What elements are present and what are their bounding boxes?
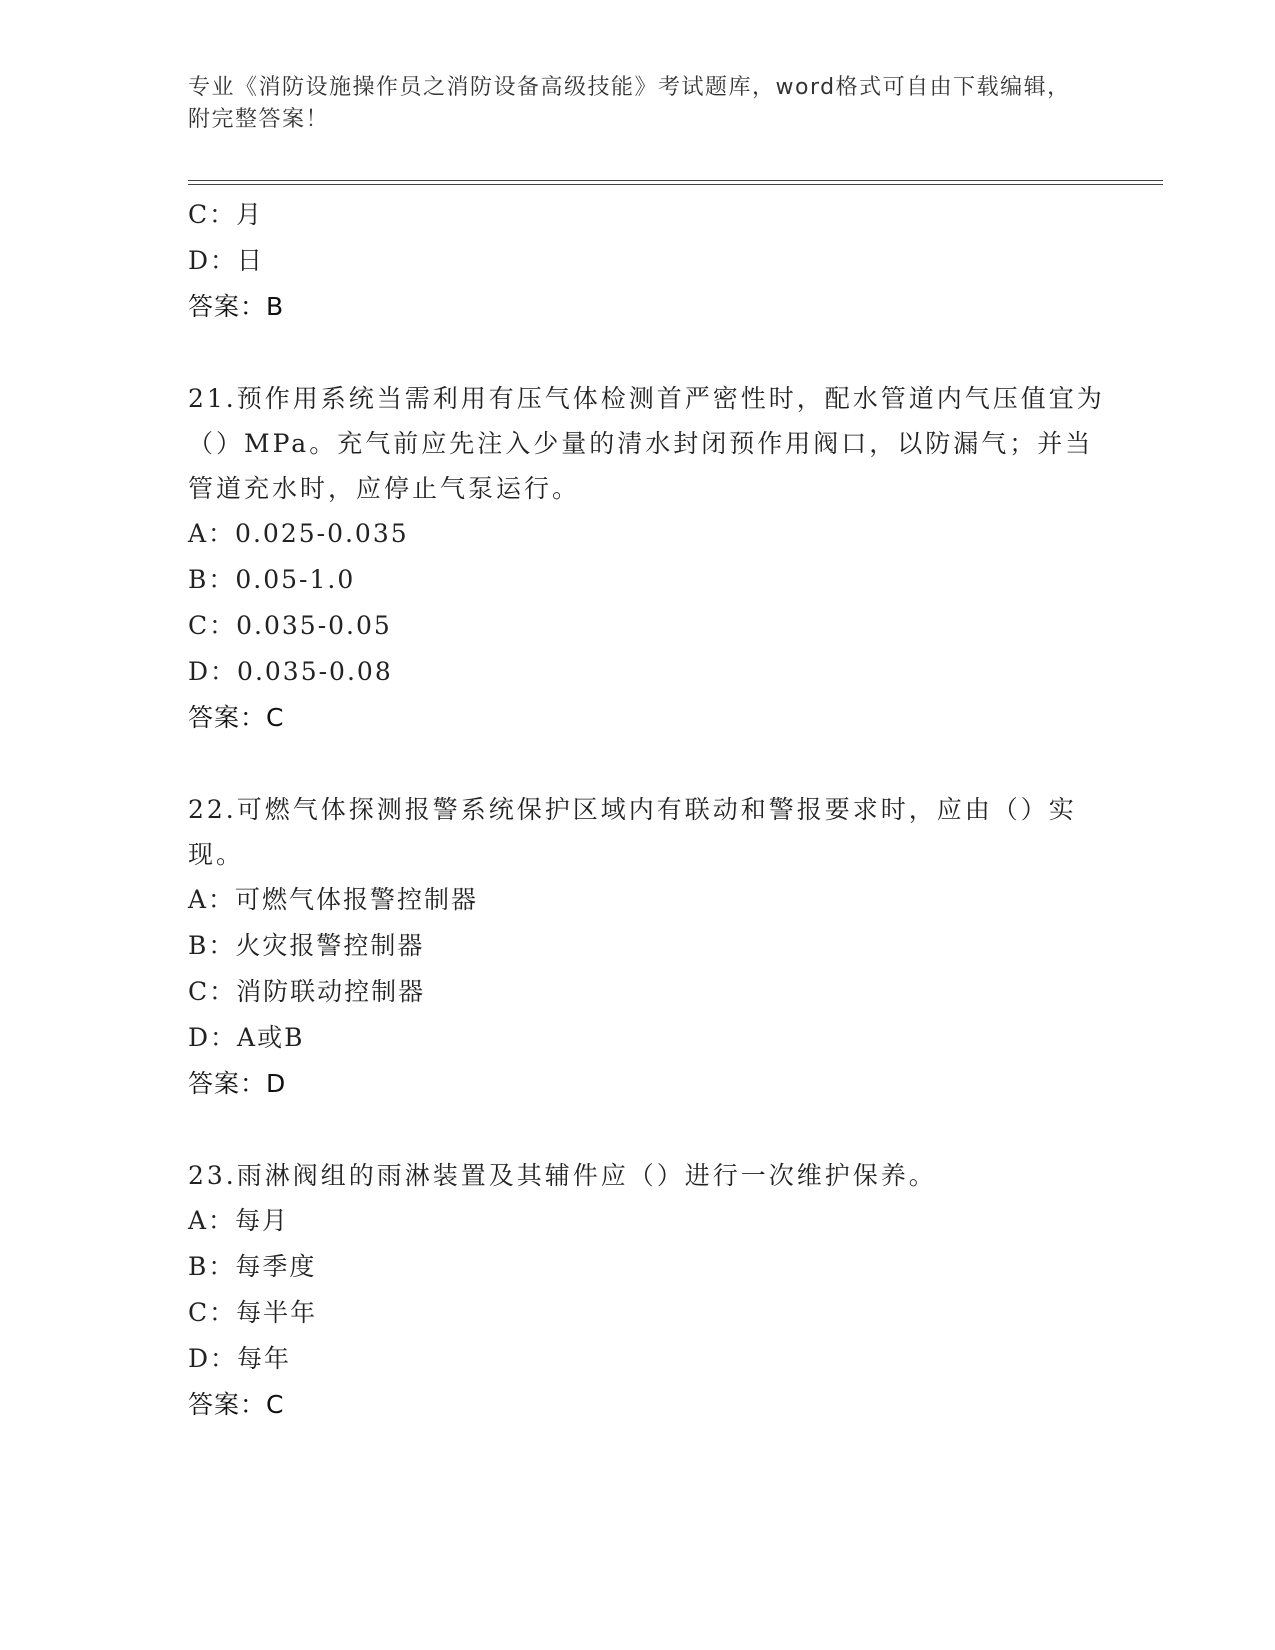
option-a: A：0.025-0.035 <box>188 519 409 548</box>
option-c: C：0.035-0.05 <box>188 611 392 640</box>
question-23 <box>188 1153 1108 1428</box>
question-22 <box>188 787 1108 1107</box>
option-a: A：每月 <box>188 1206 290 1235</box>
question-21 <box>188 376 1108 741</box>
document-header: 专业《消防设施操作员之消防设备高级技能》考试题库，word格式可自由下载编辑，附完整答案！ <box>188 75 1071 132</box>
question-list <box>188 192 1108 1428</box>
option-a: A：可燃气体报警控制器 <box>188 885 479 914</box>
option-c: C：月 <box>188 200 264 229</box>
option-b: B：火灾报警控制器 <box>188 931 425 960</box>
option-c: C：消防联动控制器 <box>188 977 426 1006</box>
answer-line: 答案：B <box>188 292 285 321</box>
option-d: D：日 <box>188 246 265 275</box>
option-b: B：每季度 <box>188 1252 317 1281</box>
option-b: B：0.05-1.0 <box>188 565 356 594</box>
answer-line: 答案：C <box>188 1390 285 1419</box>
option-d: D：0.035-0.08 <box>188 657 393 686</box>
question-stem: 21.预作用系统当需利用有压气体检测首严密性时，配水管道内气压值宜为（）MPa。充气前应先注入少量的清水封闭预作用阀口，以防漏气；并当管道充水时，应停止气泵运行。 <box>188 384 1105 503</box>
question-stem: 22.可燃气体探测报警系统保护区域内有联动和警报要求时，应由（）实现。 <box>188 795 1077 869</box>
option-d: D：每年 <box>188 1344 292 1373</box>
option-c: C：每半年 <box>188 1298 318 1327</box>
answer-line: 答案：C <box>188 703 285 732</box>
carryover-block <box>188 192 1108 330</box>
header-divider-top <box>188 180 1163 181</box>
option-d: D：A或B <box>188 1023 305 1052</box>
question-stem: 23.雨淋阀组的雨淋装置及其辅件应（）进行一次维护保养。 <box>188 1161 937 1190</box>
header-divider-bottom <box>188 184 1163 185</box>
answer-line: 答案：D <box>188 1069 287 1098</box>
